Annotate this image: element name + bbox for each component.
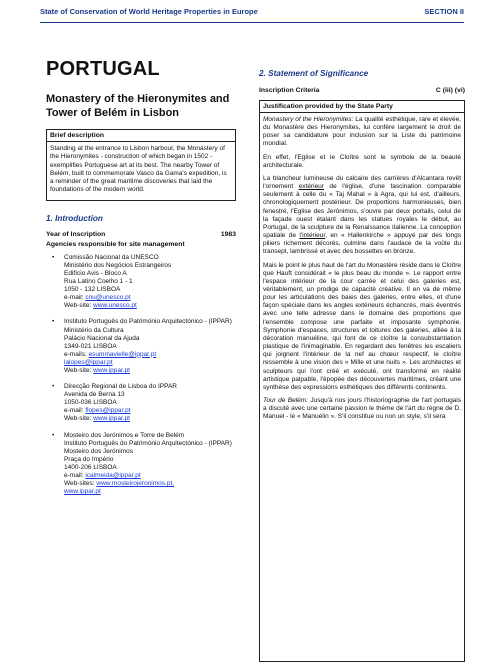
- paragraph: Mais le point le plus haut de l'art du Monastère réside dans le Cloître que Hauft considérait « le plus beau du monde ». Le rapport entre l'espace intérieur de la cour carrée et celui des galeries est, véritablement, un prodige de capacité créative. Il en va de même pour les articulations des baies des galeries, entre elles, et d'une façon spéciale dans les angles extérieurs échancrés, mais éventrés avec une telle adresse dans le domaine des proportions que l'ensemble compose une parfaite et imposante symphonie. Symphonie d'espaces, structures et toitures des galeries, alliée à la décoration manuéline, qui font de ce cloître la consubstantiation plastique de l'inimaginable. En regardant des fenêtres les escaliers qui joignent l'intérieur de la nef au chœur respectif, le cloître ressemble à une vision des « Mille et une nuits ». Les architectes et sculpteurs qui l'ont créé et exécuté, ont transformé en réalité artistique palpable, l'épopée des découvertes maritimes, créant une synthèse des expressions esthétiques des différents continents.: [263, 261, 461, 391]
- brief-description-text: Standing at the entrance to Lisbon harbour, the Monastery of the Hieronymites - construction of which began in 1502 - exemplifies Portuguese art at its best. The nearby Tower of Belém, built to commemorate Vasco da Gama's expedition, is a reminder of the great maritime discoveries that laid the foundations of the modern world.: [50, 145, 227, 194]
- running-header: [40, 7, 464, 23]
- year-label: Year of Inscription: [46, 230, 106, 238]
- criteria-value: C (iii) (vi): [435, 87, 465, 94]
- paragraph: Tour de Belém: Jusqu'à nos jours l'historiographie de l'art portugais a discuté avec une certaine passion le thème de l'art du règne de D. Manuel - le « Manuélin ». S'il constitue ou non un style, s'il sera: [263, 397, 461, 421]
- bullet-icon: •: [52, 318, 55, 326]
- email-link[interactable]: cnu@unesco.pt: [85, 294, 131, 302]
- criteria-label: Inscription Criteria: [259, 87, 320, 94]
- bullet-icon: •: [52, 431, 55, 439]
- header-section: SECTION II: [424, 7, 464, 16]
- significance-heading: 2. Statement of Significance: [259, 69, 369, 78]
- paragraph: En effet, l'Eglise et le Cloître sont le symbole de la beauté architecturale.: [263, 153, 461, 169]
- brief-description-box: [46, 129, 236, 201]
- justification-box: [259, 100, 465, 662]
- country-title: PORTUGAL: [46, 58, 160, 80]
- header-title: State of Conservation of World Heritage Properties in Europe: [40, 7, 258, 16]
- website-link[interactable]: www.ippar.pt: [93, 415, 130, 423]
- list-item: • Mosteiro dos Jerónimos e Torre de Belém Instituto Português do Património Arquitectónico - (IPPAR) Mosteiro dos Jerónimos Praça do Império 1400-206 LISBOA e-mail: icalmeida@ippar.pt Web-sites: www.mosteirojeronimos.pt, www.ippar.pt: [52, 431, 232, 496]
- introduction-heading: 1. Introduction: [46, 213, 103, 223]
- email-link[interactable]: lalopes@ippar.pt: [64, 358, 113, 366]
- left-column: [46, 58, 236, 504]
- justification-text: [260, 113, 464, 429]
- paragraph: Monastery of the Hieronymites: La qualité esthétique, rare et élevée, du Monastère des Hieronymites, lui confère largement le droit de poser sa candidature pour inclusion sur la Liste du patrimoine mondial.: [263, 116, 461, 148]
- site-title: Monastery of the Hieronymites and Tower of Belém in Lisbon: [46, 93, 230, 119]
- year-value: 1983: [220, 230, 236, 238]
- paragraph: La blancheur lumineuse du calcaire des carrières d'Alcantara revêt l'ornement extérieur de l'église, d'une fascination comparable seulement à celle du « Taj Mahal » à Agra, qui lui est, d'ailleurs, chronologiquement postérieur. De proportions harmonieuses, bien fenestré, l'Eglise des Jerónimos, s'ouvre par deux portails, celui de la façade ouest étalant dans les statues royales le début, au Portugal, de la sculpture de la Renaissance italienne. La conception spatiale de l'intérieur, en « Hallenkirche » appuyé par des longs piliers richement décorés, culmine dans l'audace de la voûte du transept, lambrissé et avec des bossettes en bronze.: [263, 174, 461, 256]
- brief-description-heading: Brief description: [47, 130, 235, 142]
- right-column: [259, 69, 465, 662]
- website-link[interactable]: www.mosteirojeronimos.pt,: [96, 480, 175, 488]
- inscription-criteria-row: [259, 87, 465, 94]
- justification-heading: Justification provided by the State Party: [260, 101, 464, 113]
- agencies-list: [46, 254, 236, 497]
- email-link[interactable]: flopes@ippar.pt: [85, 407, 131, 415]
- bullet-icon: •: [52, 253, 55, 261]
- agencies-heading: Agencies responsible for site management: [46, 240, 185, 248]
- website-link[interactable]: www.ippar.pt: [64, 488, 101, 496]
- list-item: • Comissão Nacional da UNESCO Ministério dos Negócios Estrangeiros Edifício Avis - Bloco A Rua Latino Coelho 1 - 1 1050 - 132 LISBOA e-mail: cnu@unesco.pt Web-site: www.unesco.pt: [52, 253, 172, 310]
- email-link[interactable]: icalmeida@ippar.pt: [85, 472, 141, 480]
- header-rule: [40, 22, 464, 23]
- year-of-inscription-row: [46, 231, 236, 238]
- website-link[interactable]: www.ippar.pt: [93, 367, 130, 374]
- email-link[interactable]: esummavielle@ippar.pt: [88, 350, 157, 358]
- website-link[interactable]: www.unesco.pt: [93, 302, 137, 310]
- list-item: • Instituto Português do Património Arquitectónico - (IPPAR) Ministério da Cultura Palácio Nacional da Ajuda 1349-021 LISBOA e-mails: esummavielle@ippar.pt lalopes@ippar.pt Web-site: www.ippar.pt: [52, 318, 232, 374]
- list-item: • Direcção Regional de Lisboa do IPPAR Avenida de Berna 13 1050-036 LISBOA e-mail: flopes@ippar.pt Web-site: www.ippar.pt: [52, 383, 177, 423]
- bullet-icon: •: [52, 383, 55, 391]
